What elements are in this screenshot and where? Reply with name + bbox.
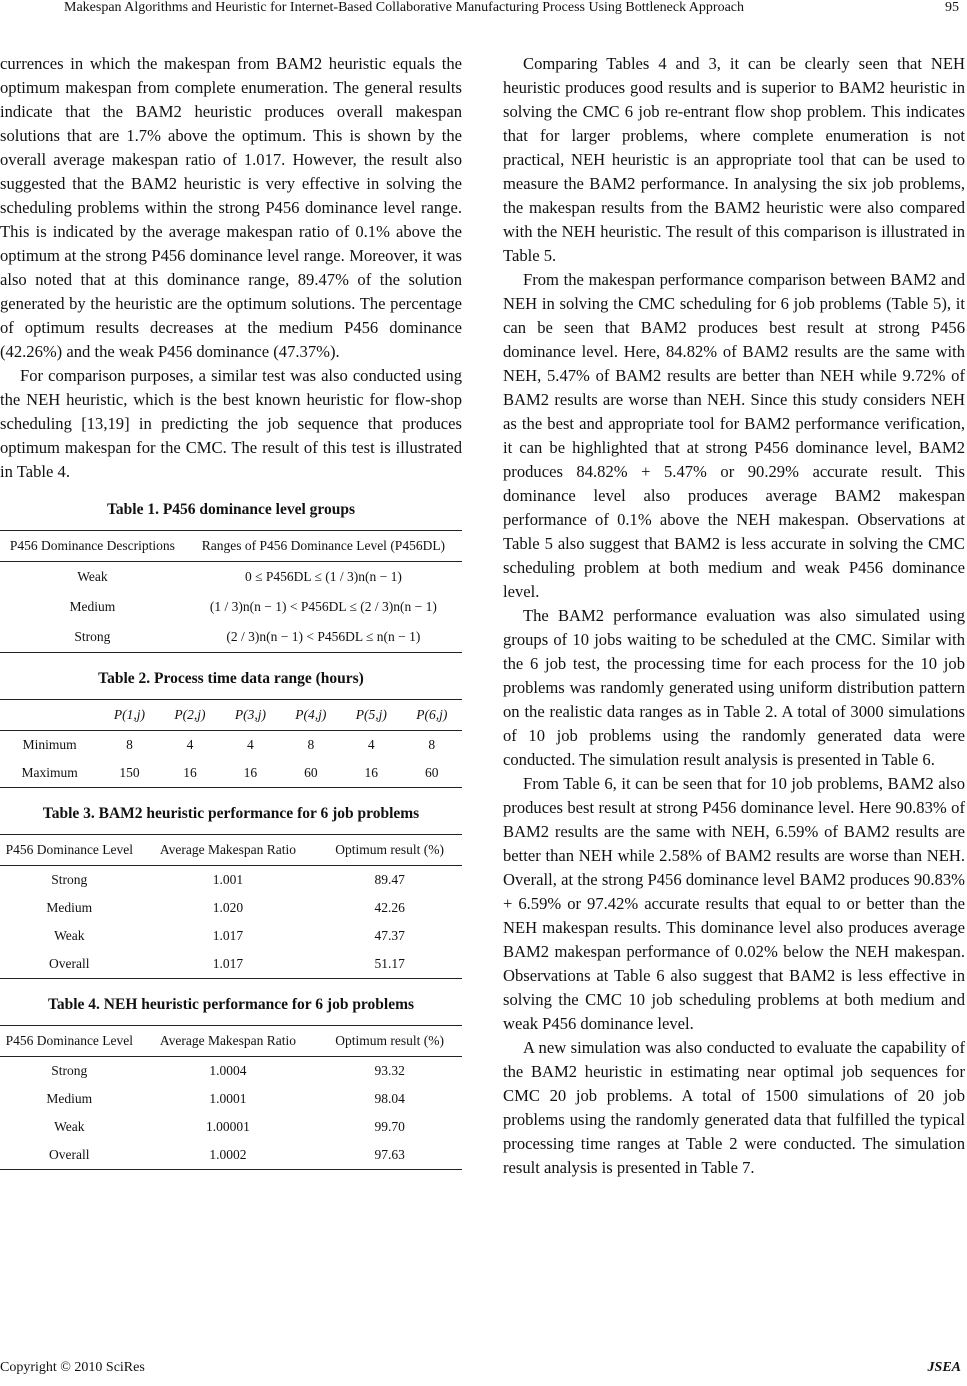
table-row [0, 1085, 462, 1113]
right-column [503, 52, 965, 1180]
column-header [0, 700, 99, 731]
column-header: P456 Dominance Descriptions [9, 538, 175, 553]
table-cell: 93.32 [374, 1063, 405, 1078]
table-header-row [0, 531, 462, 562]
table-row [0, 1141, 462, 1170]
table [0, 1025, 462, 1170]
paragraph: For comparison purposes, a similar test was also conducted using the NEH heuristic, which is the best known heuristic for flow-shop scheduling [13,19] in predicting the job sequence that produces optimum makespan for the CMC. The result of this test is illustrated in Table 4. [0, 366, 462, 481]
paragraph: A new simulation was also conducted to evaluate the capability of the BAM2 heuristic in estimating near optimal job sequences for CMC 20 job problems. A total of 1500 simulations of 20 job problems using the randomly generated data that fulfilled the typical processing time ranges at Table 2 were conducted. The simulation result analysis is presented in Table 7. [503, 1038, 965, 1177]
table-cell: 60 [425, 765, 439, 780]
table-cell: 1.0001 [209, 1091, 247, 1106]
table-cell: 99.70 [374, 1119, 405, 1134]
paragraph: From Table 6, it can be seen that for 10 job problems, BAM2 also produces best result at strong P456 dominance level. Here 90.83% of BAM2 results are the same with NEH, 6.59% of BAM2 results are better than NEH while 2.58% of BAM2 results are worse than NEH. Overall, at the strong P456 dominance level BAM2 produces 90.83% + 6.59% or 97.42% accurate results that equal to or better than the NEH makespan results. This dominance level also produces average BAM2 makespan performance of 0.02% below the NEH makespan. Observations at Table 6 also suggest that BAM2 is less effective in solving the CMC 10 job scheduling problems at both medium and weak P456 dominance level. [503, 774, 965, 1033]
table-row [0, 731, 462, 760]
table-cell: Maximum [21, 765, 78, 780]
page-header [0, 0, 967, 22]
table-cell: Medium [46, 1091, 93, 1106]
table-row [0, 1113, 462, 1141]
table-cell: 98.04 [374, 1091, 405, 1106]
column-header: P(6,j) [416, 707, 448, 722]
table-cell: 4 [186, 737, 194, 752]
table-cell: 89.47 [374, 872, 405, 887]
table-cell: Overall [49, 956, 90, 971]
column-header: P(4,j) [295, 707, 327, 722]
table-cell: Medium [46, 900, 93, 915]
table-row [0, 622, 462, 653]
table-header-row [0, 700, 462, 731]
table [0, 834, 462, 979]
table-row [0, 1057, 462, 1086]
paragraph: From the makespan performance comparison between BAM2 and NEH in solving the CMC scheduling for 6 job problems (Table 5), it can be seen that BAM2 produces best result at strong P456 dominance level. Here, 84.82% of BAM2 results are the same with NEH, 5.47% of BAM2 results are better than NEH while 9.72% of BAM2 results are worse than NEH. Since this study considers NEH as the best and appropriate tool for BAM2 performance verification, it can be highlighted that at strong P456 dominance level, BAM2 produces 84.82% + 5.47% or 90.29% accurate result. This dominance level also produces average BAM2 makespan performance of 0.1% above the NEH makespan. Observations at Table 5 also suggest that BAM2 is less accurate in solving the CMC scheduling problem at both medium and weak P456 dominance level. [503, 270, 965, 601]
column-header: P(5,j) [355, 707, 387, 722]
column-header: P456 Dominance Level [5, 1033, 134, 1048]
table-header-row [0, 835, 462, 866]
table-title: Table 4. NEH heuristic performance for 6 job problems [47, 996, 415, 1013]
table-row [0, 759, 462, 788]
journal-abbrev: JSEA [927, 1360, 961, 1375]
table-row [0, 922, 462, 950]
table-cell: Strong [74, 629, 111, 644]
table-row [0, 562, 462, 593]
column-header: P(3,j) [234, 707, 266, 722]
table-cell: Weak [77, 569, 108, 584]
table-cell: 16 [243, 765, 258, 780]
table-cell: 1.0004 [209, 1063, 247, 1078]
table-cell: 16 [364, 765, 379, 780]
table-cell: Strong [51, 872, 88, 887]
table-cell: 47.37 [374, 928, 405, 943]
table-row [0, 950, 462, 979]
table-cell: 97.63 [374, 1147, 405, 1162]
table-cell: 1.00001 [206, 1119, 250, 1134]
table-2 [0, 669, 462, 788]
table [0, 699, 462, 788]
table-cell: 1.020 [212, 900, 244, 915]
table-cell: 60 [304, 765, 318, 780]
table-cell: 16 [183, 765, 197, 780]
paragraph: Comparing Tables 4 and 3, it can be clearly seen that NEH heuristic produces good results and is superior to BAM2 heuristic in solving the CMC 6 job re-entrant flow shop problem. This indicates that for larger problems, where complete enumeration is not practical, NEH heuristic is an appropriate tool that can be used to measure the BAM2 performance. In analysing the six job problems, the makespan results from the BAM2 heuristic were also compared with the NEH heuristic. The result of this comparison is illustrated in Table 5. [503, 54, 965, 265]
table-cell: 8 [428, 737, 436, 752]
table-cell: Overall [49, 1147, 90, 1162]
table [0, 530, 462, 653]
table-cell: 51.17 [374, 956, 405, 971]
table-cell: 1.0002 [209, 1147, 247, 1162]
table-cell: Minimum [22, 737, 77, 752]
table-cell: 4 [367, 737, 375, 752]
column-header: Optimum result (%) [335, 1033, 445, 1048]
table-cell: 8 [307, 737, 315, 752]
table-title: Table 1. P456 dominance level groups [106, 501, 356, 518]
table-cell: 0 ≤ P456DL ≤ (1 / 3)n(n − 1) [244, 569, 402, 584]
running-title: Makespan Algorithms and Heuristic for Internet-Based Collaborative Manufacturing Process Using Bottleneck Approach [64, 0, 744, 15]
table-cell: (1 / 3)n(n − 1) < P456DL ≤ (2 / 3)n(n − 1) [209, 599, 437, 614]
column-header: Average Makespan Ratio [159, 842, 297, 857]
table-title: Table 2. Process time data range (hours) [98, 670, 364, 687]
table-title: Table 3. BAM2 heuristic performance for 6 job problems [42, 805, 420, 822]
copyright-notice: Copyright © 2010 SciRes [0, 1360, 145, 1375]
table-3 [0, 804, 462, 979]
table-cell: 8 [126, 737, 133, 752]
paragraph: currences in which the makespan from BAM2 heuristic equals the optimum makespan from complete enumeration. The general results indicate that the BAM2 heuristic produces overall makespan solutions that are 1.7% above the optimum. This is shown by the overall average makespan ratio of 1.017. However, the result also suggested that the BAM2 heuristic is very effective in solving the scheduling problems within the strong P456 dominance level range. This is indicated by the average makespan ratio of 0.1% above the optimum at the strong P456 dominance level range. Moreover, it was also noted that at this dominance range, 89.47% of the solution generated by the heuristic are the optimum solutions. The percentage of optimum results decreases at the medium P456 dominance (42.26%) and the weak P456 dominance (47.37%). [0, 54, 462, 361]
column-header: Average Makespan Ratio [159, 1033, 297, 1048]
table-header-row [0, 1026, 462, 1057]
table-cell: 1.017 [212, 956, 244, 971]
table-cell: Medium [69, 599, 116, 614]
table-row [0, 866, 462, 895]
table-1 [0, 500, 462, 653]
column-header: Optimum result (%) [335, 842, 445, 857]
table-cell: Strong [51, 1063, 88, 1078]
paragraph: The BAM2 performance evaluation was also simulated using groups of 10 jobs waiting to be scheduled at the CMC. Similar with the 6 job test, the processing time for each process for the 10 job problems was randomly generated using uniform distribution pattern on the realistic data ranges as in Table 2. A total of 3000 simulations of 10 job problems using the randomly generated data were conducted. The simulation result analysis is presented in Table 6. [503, 606, 965, 769]
table-cell: Weak [54, 1119, 85, 1134]
column-header: P456 Dominance Level [5, 842, 134, 857]
column-header: P(1,j) [113, 707, 146, 722]
table-cell: 1.001 [212, 872, 244, 887]
table-cell: 150 [119, 765, 140, 780]
column-header: Ranges of P456 Dominance Level (P456DL) [201, 538, 446, 553]
table-4 [0, 995, 462, 1170]
table-row [0, 592, 462, 622]
column-header: P(2,j) [174, 707, 206, 722]
table-cell: Weak [54, 928, 85, 943]
table-cell: 1.017 [212, 928, 244, 943]
left-column [0, 52, 462, 1170]
page-number: 95 [945, 0, 959, 15]
table-cell: 42.26 [374, 900, 405, 915]
table-cell: (2 / 3)n(n − 1) < P456DL ≤ n(n − 1) [226, 629, 421, 644]
table-cell: 4 [247, 737, 254, 752]
table-row [0, 894, 462, 922]
